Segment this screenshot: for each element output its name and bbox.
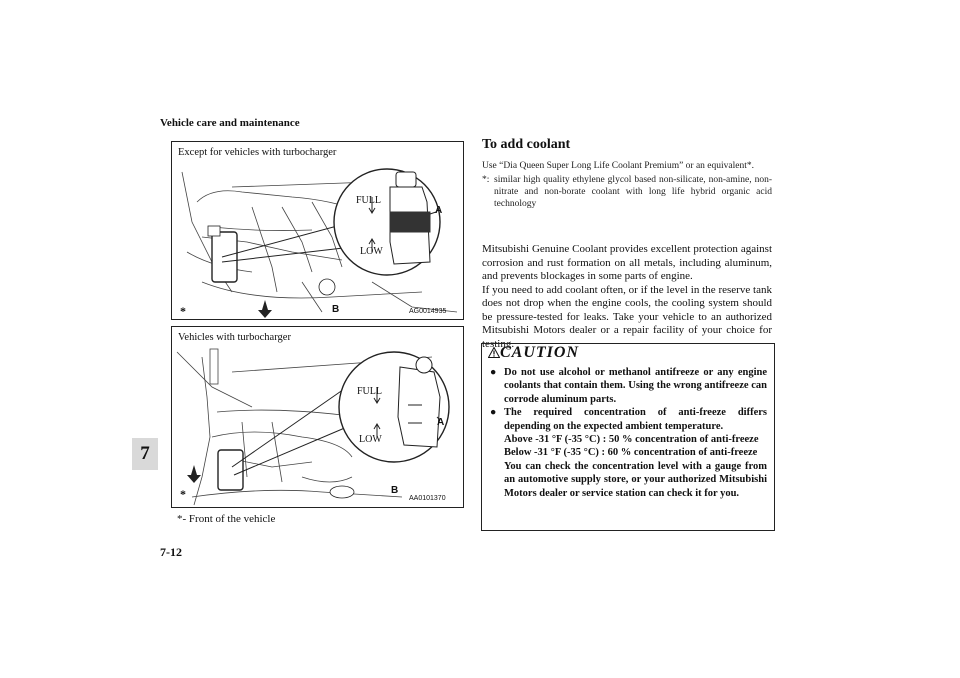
caution-item-2 <box>490 406 767 500</box>
caution-item-text: You can check the concentration level with a gauge from an automotive supply store, or your authorized Mitsubishi Motors dealer or service station can check it for you. <box>504 460 767 499</box>
caution-item-text: Do not use alcohol or methanol antifreeze or any engine coolants that contain them. Using the wrong antifreeze can corrode aluminum parts. <box>504 367 767 405</box>
caution-title: CAUTION <box>500 344 580 361</box>
caution-item-text: Above -31 °F (-35 °C) : 50 % concentration of anti-freeze <box>504 434 759 446</box>
label-low: LOW <box>359 434 382 445</box>
note-star-mark: *: <box>482 175 490 185</box>
section-header: Vehicle care and maintenance <box>160 117 300 129</box>
label-full: FULL <box>357 386 382 397</box>
figure-caption: Vehicles with turbocharger <box>178 332 291 343</box>
caution-item-1 <box>490 366 767 406</box>
callout-a: A <box>435 205 443 216</box>
caution-box <box>481 343 775 531</box>
figure-code: AG0014935 <box>409 308 447 315</box>
front-arrow-icon <box>187 465 201 483</box>
paragraph-2: If you need to add coolant often, or if the level in the reserve tank does not drop when the engine cools, the cooling system should be pressure-tested for leaks. Take your vehicle to an authorized Mitsubishi Motors dealer or a repair facility of your choice for testing. <box>482 283 772 350</box>
front-mark: * <box>180 304 186 318</box>
bullet-icon: ● <box>490 367 497 378</box>
engine-illustration-non-turbo <box>172 142 463 319</box>
note-star-text: similar high quality ethylene glycol based non-silicate, non-amine, non-nitrate and non-borate coolant with long life hybrid organic acid technology <box>494 175 772 209</box>
caution-item-text: Below -31 °F (-35 °C) : 60 % concentration of anti-freeze <box>504 447 758 459</box>
chapter-tab: 7 <box>132 438 158 470</box>
figure-caption: Except for vehicles with turbocharger <box>178 147 337 158</box>
page-number: 7-12 <box>160 545 182 559</box>
paragraph-1: Mitsubishi Genuine Coolant provides excellent protection against corrosion and rust formation on all metals, including aluminum, and prevents blockages in some parts of engine. <box>482 243 772 282</box>
engine-illustration-turbo <box>172 327 463 507</box>
caution-item-text: The required concentration of anti-freeze differs depending on the expected ambient temperature. <box>504 407 767 432</box>
note-use: Use “Dia Queen Super Long Life Coolant Premium” or an equivalent*. <box>482 161 754 171</box>
callout-b: B <box>332 304 340 315</box>
warning-triangle-icon <box>488 347 500 358</box>
callout-a: A <box>437 417 445 428</box>
front-mark: * <box>180 487 186 501</box>
label-full: FULL <box>356 195 381 206</box>
label-low: LOW <box>360 246 383 257</box>
section-heading: To add coolant <box>482 137 571 152</box>
coolant-notes <box>482 160 772 212</box>
figure-non-turbo <box>171 141 464 320</box>
caution-body <box>490 366 767 500</box>
body-text <box>482 243 772 351</box>
front-arrow-icon <box>258 300 272 318</box>
figure-code: AA0101370 <box>409 495 446 502</box>
figure-turbo <box>171 326 464 508</box>
figure-footnote: *- Front of the vehicle <box>177 513 276 525</box>
note-star <box>482 174 772 212</box>
callout-b: B <box>391 485 399 496</box>
bullet-icon: ● <box>490 407 497 419</box>
